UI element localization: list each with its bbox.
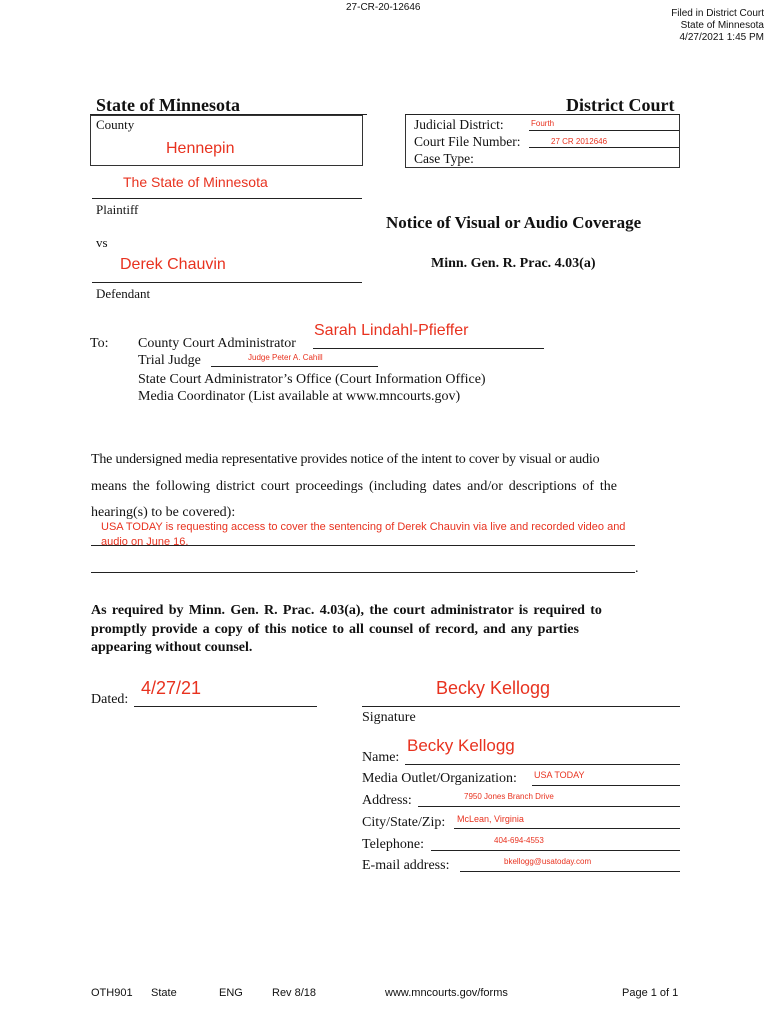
address-line xyxy=(418,806,680,807)
trial-judge-label: Trial Judge xyxy=(138,353,201,368)
vs-label: vs xyxy=(96,235,108,250)
rule-citation: Minn. Gen. R. Prac. 4.03(a) xyxy=(431,256,596,271)
telephone-value: 404-694-4553 xyxy=(494,836,544,845)
court-administrator-line xyxy=(313,348,544,349)
footer-language: ENG xyxy=(219,987,243,999)
court-file-number-line xyxy=(529,147,679,148)
judicial-district-line xyxy=(529,130,679,131)
to-label: To: xyxy=(90,336,109,351)
state-title: State of Minnesota xyxy=(96,95,240,115)
signature-label: Signature xyxy=(362,710,416,725)
case-info-labels xyxy=(414,116,521,167)
dated-label: Dated: xyxy=(91,692,129,707)
footer-state: State xyxy=(151,987,177,999)
email-label: E-mail address: xyxy=(362,858,450,873)
outlet-value: USA TODAY xyxy=(534,770,585,780)
coverage-period: . xyxy=(635,561,639,576)
notice-title: Notice of Visual or Audio Coverage xyxy=(386,213,642,232)
trial-judge-line xyxy=(211,366,378,367)
body-line: means the following district court proceedings (including dates and/or descriptions of the xyxy=(91,479,617,494)
signature-line xyxy=(362,706,680,707)
requirement-line: As required by Minn. Gen. R. Prac. 4.03(a), the court administrator is required to xyxy=(91,603,602,618)
defendant-value: Derek Chauvin xyxy=(120,256,226,273)
plaintiff-label: Plaintiff xyxy=(96,202,139,217)
name-label: Name: xyxy=(362,750,400,765)
coverage-line xyxy=(91,545,635,546)
court-file-number-value: 27 CR 2012646 xyxy=(551,137,608,146)
coverage-description: audio on June 16. xyxy=(101,536,189,548)
judicial-district-value: Fourth xyxy=(531,119,555,128)
dated-line xyxy=(134,706,317,707)
telephone-line xyxy=(431,850,680,851)
name-line xyxy=(405,764,680,765)
body-line: The undersigned media representative provides notice of the intent to cover by visual or audio xyxy=(91,452,600,467)
court-title: District Court xyxy=(566,95,675,115)
footer-revision: Rev 8/18 xyxy=(272,987,317,999)
trial-judge-value: Judge Peter A. Cahill xyxy=(248,353,323,362)
email-line xyxy=(460,871,680,872)
requirement-line: appearing without counsel. xyxy=(91,640,253,655)
coverage-line xyxy=(91,572,635,573)
address-value: 7950 Jones Branch Drive xyxy=(464,792,554,801)
defendant-label: Defendant xyxy=(96,286,151,301)
county-court-administrator-label: County Court Administrator xyxy=(138,336,296,351)
state-court-office: State Court Administrator’s Office (Court Information Office) xyxy=(138,372,486,387)
signature-value: Becky Kellogg xyxy=(436,678,551,698)
outlet-line xyxy=(532,785,680,786)
footer-url[interactable]: www.mncourts.gov/forms xyxy=(385,987,508,999)
city-state-zip-label: City/State/Zip: xyxy=(362,815,446,830)
city-state-zip-line xyxy=(454,828,680,829)
filing-stamp-line: Filed in District Court xyxy=(671,8,764,19)
filing-stamp-line: 4/27/2021 1:45 PM xyxy=(679,32,764,43)
county-label: County xyxy=(96,117,135,132)
city-state-zip-value: McLean, Virginia xyxy=(457,814,524,824)
case-number-stamp: 27-CR-20-12646 xyxy=(346,2,421,13)
defendant-line xyxy=(92,282,362,283)
form-code: OTH901 xyxy=(91,987,133,999)
dated-value: 4/27/21 xyxy=(141,678,202,698)
court-file-number-label: Court File Number: xyxy=(414,134,521,149)
name-value: Becky Kellogg xyxy=(407,736,515,755)
address-label: Address: xyxy=(362,793,412,808)
court-administrator-value: Sarah Lindahl-Pfieffer xyxy=(314,322,469,339)
case-type-label: Case Type: xyxy=(414,151,474,166)
county-value: Hennepin xyxy=(166,140,235,157)
telephone-label: Telephone: xyxy=(362,837,424,852)
media-coordinator: Media Coordinator (List available at www.mncourts.gov) xyxy=(138,389,461,404)
page-number: Page 1 of 1 xyxy=(622,987,679,999)
requirement-line: promptly provide a copy of this notice to all counsel of record, and any parties xyxy=(91,622,579,637)
plaintiff-value: The State of Minnesota xyxy=(123,174,268,190)
coverage-description: USA TODAY is requesting access to cover the sentencing of Derek Chauvin via live and recorded video and xyxy=(101,521,626,533)
filing-stamp-line: State of Minnesota xyxy=(680,20,764,31)
body-line: hearing(s) to be covered): xyxy=(91,505,236,520)
filing-stamp xyxy=(671,8,764,44)
outlet-label: Media Outlet/Organization: xyxy=(362,771,517,786)
plaintiff-line xyxy=(92,198,362,199)
judicial-district-label: Judicial District: xyxy=(414,117,504,132)
email-value: bkellogg@usatoday.com xyxy=(504,857,592,866)
